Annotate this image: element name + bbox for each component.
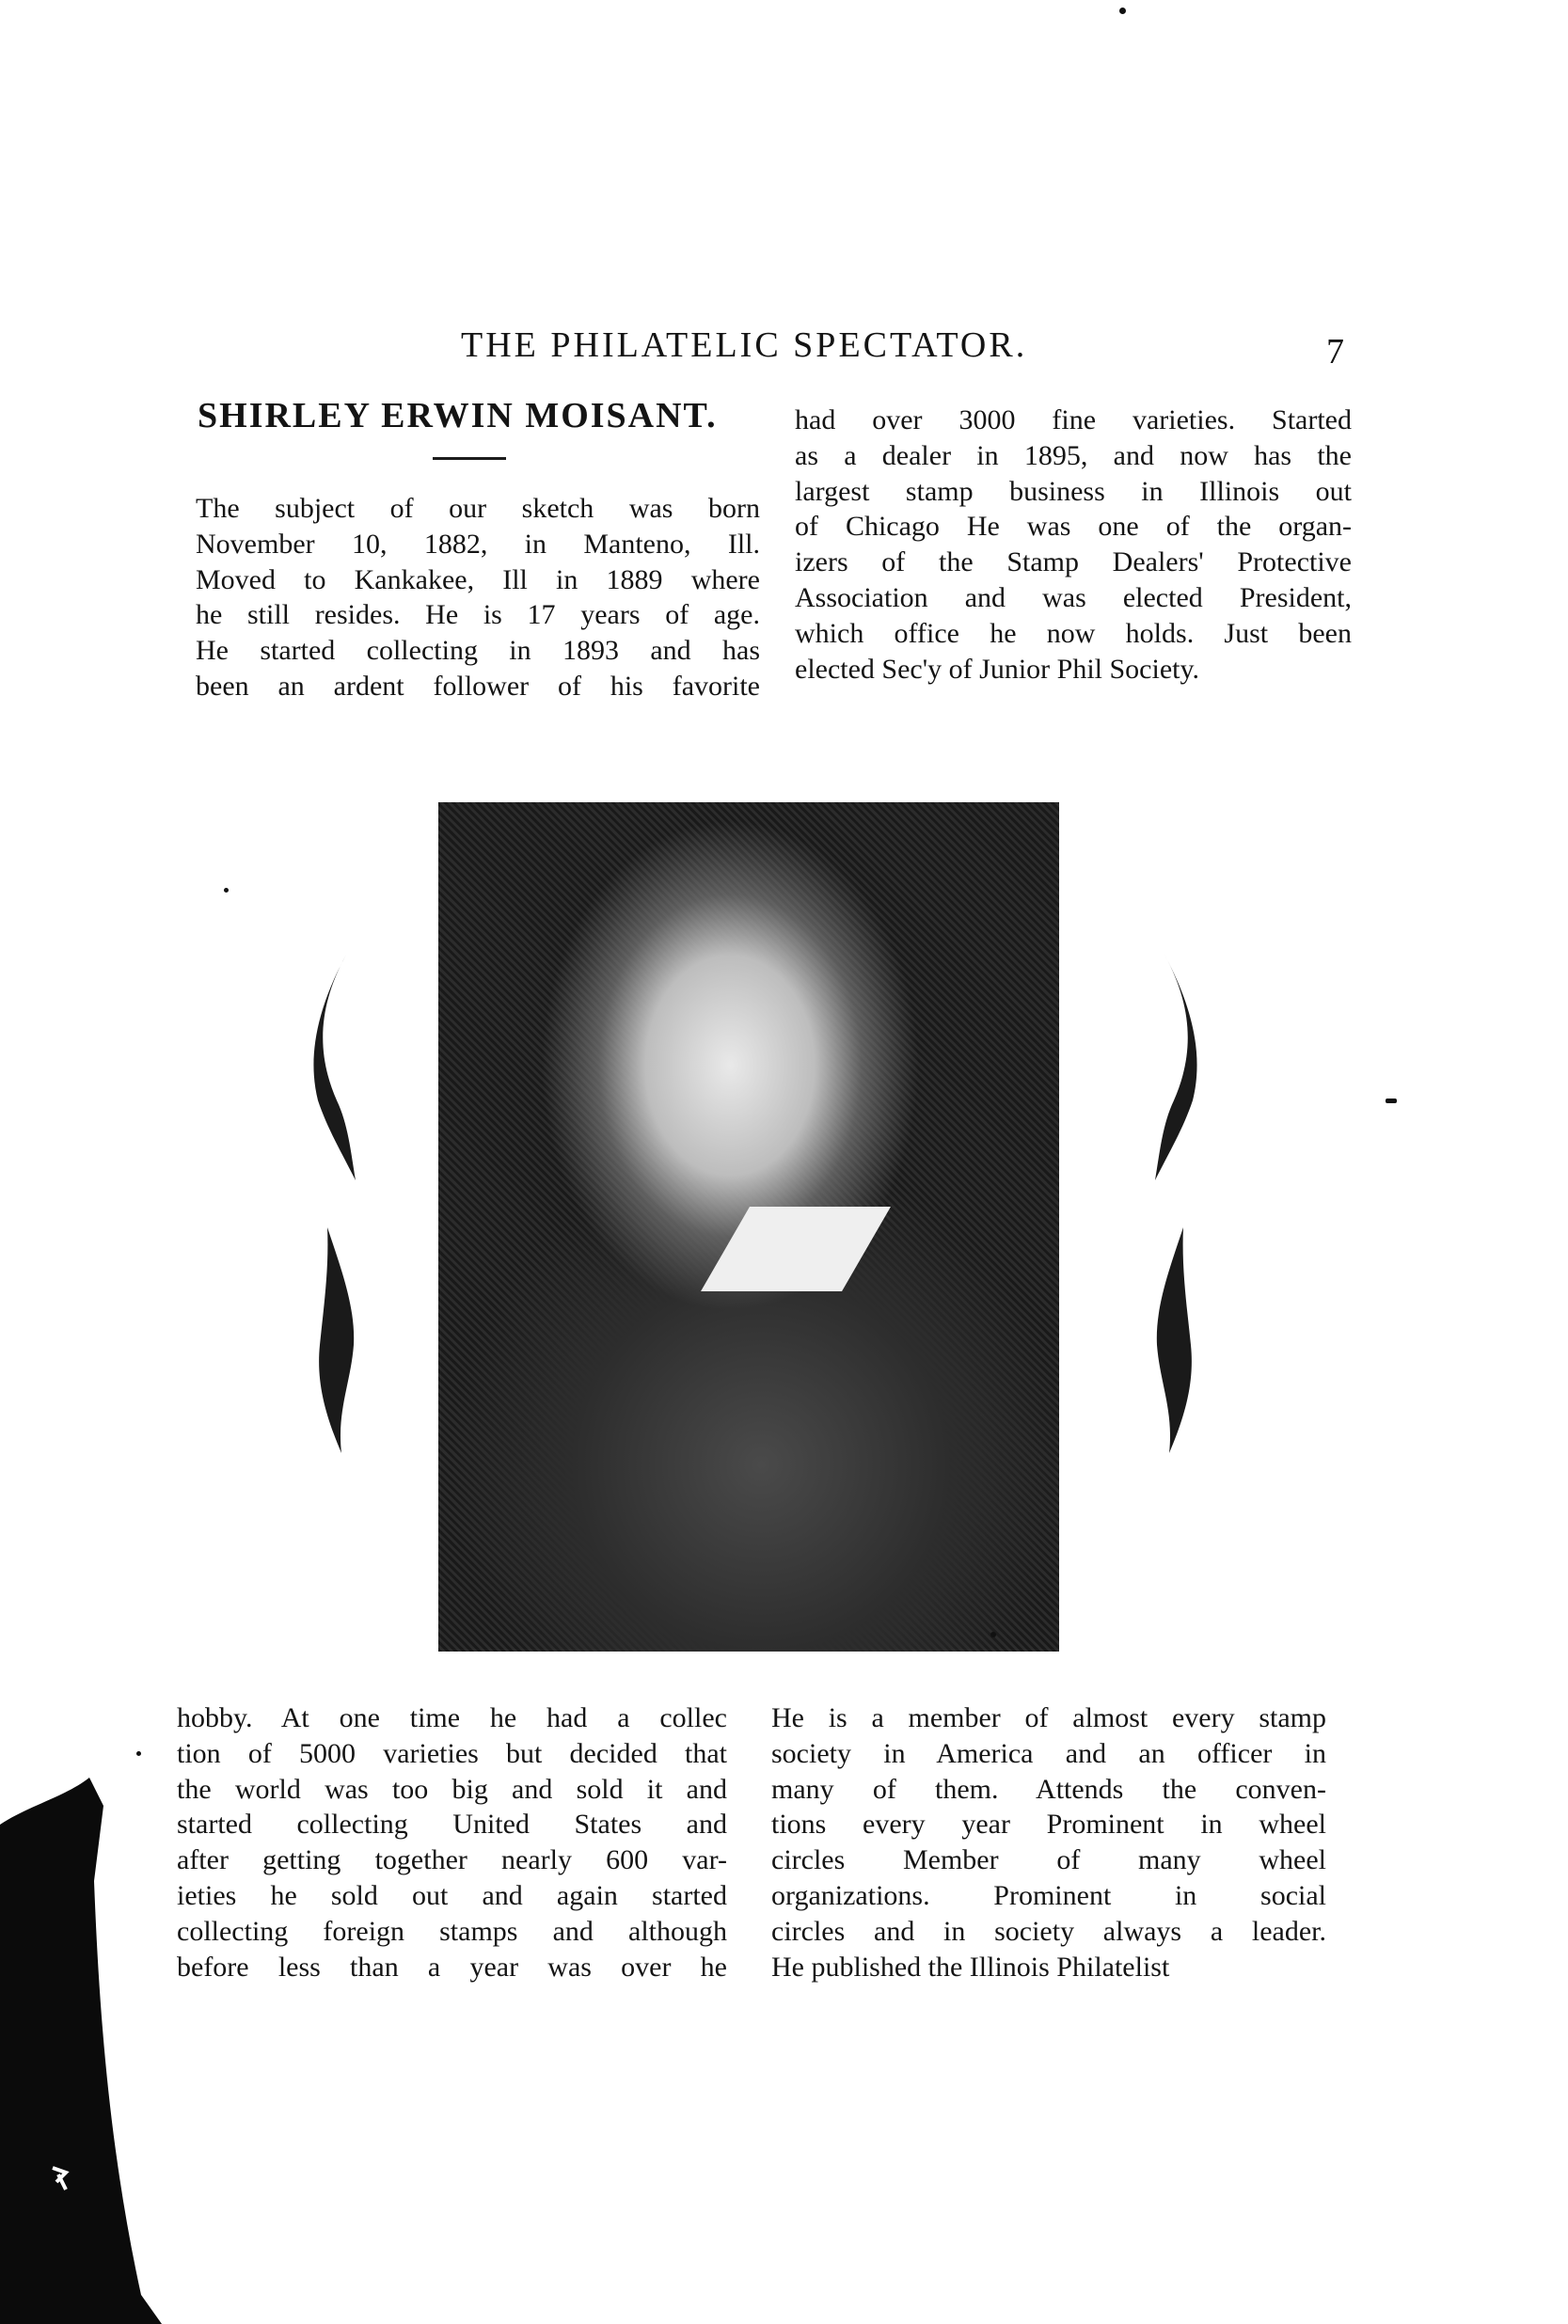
text-line: as a dealer in 1895, and now has the [795, 439, 1352, 471]
text-column-3 [177, 1700, 727, 1984]
text-line: Moved to Kankakee, Ill in 1889 where [196, 563, 760, 595]
text-line: collecting foreign stamps and although [177, 1915, 727, 1947]
text-line: had over 3000 fine varieties. Started [795, 404, 1352, 435]
text-line: before less than a year was over he [177, 1951, 727, 1983]
article-title: SHIRLEY ERWIN MOISANT. [198, 396, 718, 435]
scan-speck [136, 1751, 141, 1756]
text-line: many of them. Attends the conven- [771, 1773, 1326, 1805]
text-line: started collecting United States and [177, 1809, 727, 1841]
text-line: He published the Illinois Philatelist [771, 1951, 1170, 1983]
text-line: largest stamp business in Illinois out [795, 475, 1352, 507]
text-line: November 10, 1882, in Manteno, Ill. [196, 528, 760, 560]
ornament-right-top-icon [1146, 950, 1202, 1185]
portrait-photo [438, 802, 1059, 1652]
page-number: 7 [1326, 332, 1344, 372]
text-line: izers of the Stamp Dealers' Protective [795, 546, 1352, 578]
scan-speck [990, 1632, 996, 1637]
title-rule [433, 457, 506, 460]
text-line: He is a member of almost every stamp [771, 1702, 1326, 1733]
text-line: The subject of our sketch was born [196, 493, 760, 524]
text-line: circles and in society always a leader. [771, 1915, 1326, 1947]
text-column-4 [771, 1700, 1326, 1984]
text-line: ieties he sold out and again started [177, 1879, 727, 1911]
portrait-collar [701, 1207, 891, 1291]
scan-speck [224, 888, 229, 893]
scan-edge-shadow [0, 1768, 162, 2324]
scan-speck [1119, 8, 1126, 14]
text-line: he still resides. He is 17 years of age. [196, 599, 760, 631]
ornament-right-bottom-icon [1146, 1223, 1202, 1458]
ornament-left-top-icon [309, 950, 365, 1185]
text-line: after getting together nearly 600 var- [177, 1844, 727, 1876]
text-line: circles Member of many wheel [771, 1844, 1326, 1876]
text-line: of Chicago He was one of the organ- [795, 511, 1352, 543]
text-line: tion of 5000 varieties but decided that [177, 1737, 727, 1769]
scan-speck [1386, 1099, 1397, 1103]
text-line: tions every year Prominent in wheel [771, 1809, 1326, 1841]
running-header: THE PHILATELIC SPECTATOR. [461, 325, 1028, 365]
text-line: He started collecting in 1893 and has [196, 635, 760, 667]
text-line: hobby. At one time he had a collec [177, 1702, 727, 1733]
text-line: Association and was elected President, [795, 581, 1352, 613]
text-column-1 [196, 491, 760, 704]
text-column-2 [795, 403, 1352, 687]
text-line: organizations. Prominent in social [771, 1879, 1326, 1911]
text-line: elected Sec'y of Junior Phil Society. [795, 653, 1200, 685]
text-line: which office he now holds. Just been [795, 617, 1352, 649]
text-line: the world was too big and sold it and [177, 1773, 727, 1805]
text-line: society in America and an officer in [771, 1737, 1326, 1769]
text-line: been an ardent follower of his favorite [196, 670, 760, 702]
ornament-left-bottom-icon [309, 1223, 365, 1458]
